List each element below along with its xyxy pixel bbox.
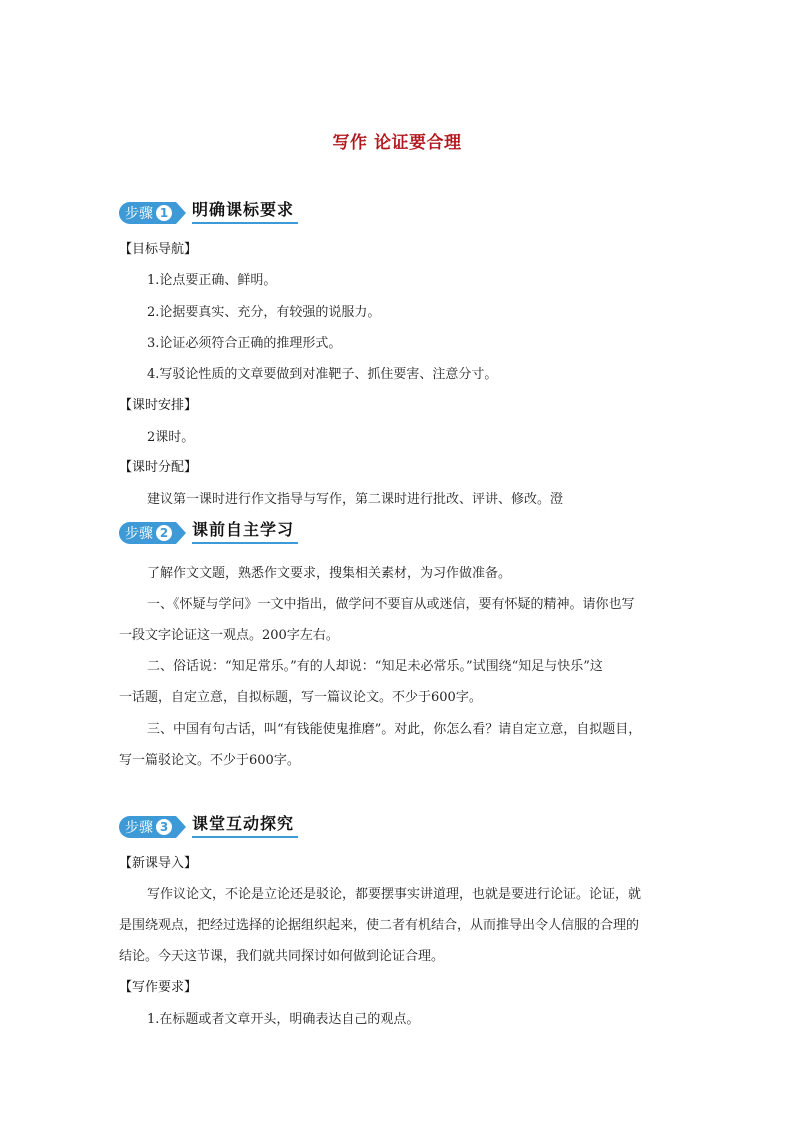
- step-2-paragraph-line: 一话题，自定立意，自拟标题，写一篇议论文。不少于600字。: [119, 690, 482, 705]
- intro-line: 结论。今天这节课，我们就共同探讨如何做到论证合理。: [119, 949, 445, 964]
- intro-line: 是围绕观点，把经过选择的论据组织起来，使二者有机结合，从而推导出令人信服的合理的: [119, 918, 640, 933]
- distribution-label: 【课时分配】: [119, 460, 198, 475]
- distribution-text: 建议第一课时进行作文指导与写作，第二课时进行批改、评讲、修改。澄: [147, 492, 564, 507]
- goals-label: 【目标导航】: [119, 242, 198, 257]
- goal-item: 2.论据要真实、充分，有较强的说服力。: [147, 305, 381, 320]
- step-2-number: 2: [156, 525, 172, 541]
- goal-item: 1.论点要正确、鲜明。: [147, 273, 277, 288]
- step-2-tag: [119, 522, 176, 544]
- step-1-header: [119, 198, 298, 224]
- goal-item: 3.论证必须符合正确的推理形式。: [147, 336, 342, 351]
- intro-line: 写作议论文，不论是立论还是驳论，都要摆事实讲道理，也就是要进行论证。论证，就: [147, 887, 642, 902]
- schedule-label: 【课时安排】: [119, 398, 198, 413]
- step-2-title: 课前自主学习: [192, 518, 298, 544]
- goal-item: 4.写驳论性质的文章要做到对准靶子、抓住要害、注意分寸。: [147, 367, 498, 382]
- step-3-title: 课堂互动探究: [192, 812, 298, 838]
- step-3-tag: [119, 816, 176, 838]
- schedule-text: 2课时。: [147, 430, 195, 445]
- step-3-tag-label: 步骤: [125, 820, 153, 836]
- requirements-label: 【写作要求】: [119, 980, 198, 995]
- requirement-item: 1.在标题或者文章开头，明确表达自己的观点。: [147, 1012, 420, 1027]
- step-2-paragraph-line: 了解作文文题，熟悉作文要求，搜集相关素材，为习作做准备。: [147, 566, 512, 581]
- step-2-tag-label: 步骤: [125, 526, 153, 542]
- step-1-tag-label: 步骤: [125, 206, 153, 222]
- page-title: 写作 论证要合理: [332, 133, 462, 153]
- step-2-paragraph-line: 三、中国有句古话，叫“有钱能使鬼推磨”。对此，你怎么看？请自定立意，自拟题目，: [147, 722, 642, 737]
- step-1-title: 明确课标要求: [192, 198, 298, 224]
- step-1-tag: [119, 202, 176, 224]
- step-3-number: 3: [156, 819, 172, 835]
- step-2-paragraph-line: 写一篇驳论文。不少于600字。: [119, 753, 300, 768]
- intro-label: 【新课导入】: [119, 856, 198, 871]
- step-2-header: [119, 518, 298, 544]
- step-3-header: [119, 812, 298, 838]
- step-2-paragraph-line: 一、《怀疑与学问》一文中指出，做学问不要盲从或迷信，要有怀疑的精神。请你也写: [147, 597, 635, 612]
- step-1-number: 1: [156, 205, 172, 221]
- step-2-paragraph-line: 二、俗话说：“知足常乐。”有的人却说：“知足未必常乐。”试围绕“知足与快乐”这: [147, 659, 603, 674]
- step-2-paragraph-line: 一段文字论证这一观点。200字左右。: [119, 628, 339, 643]
